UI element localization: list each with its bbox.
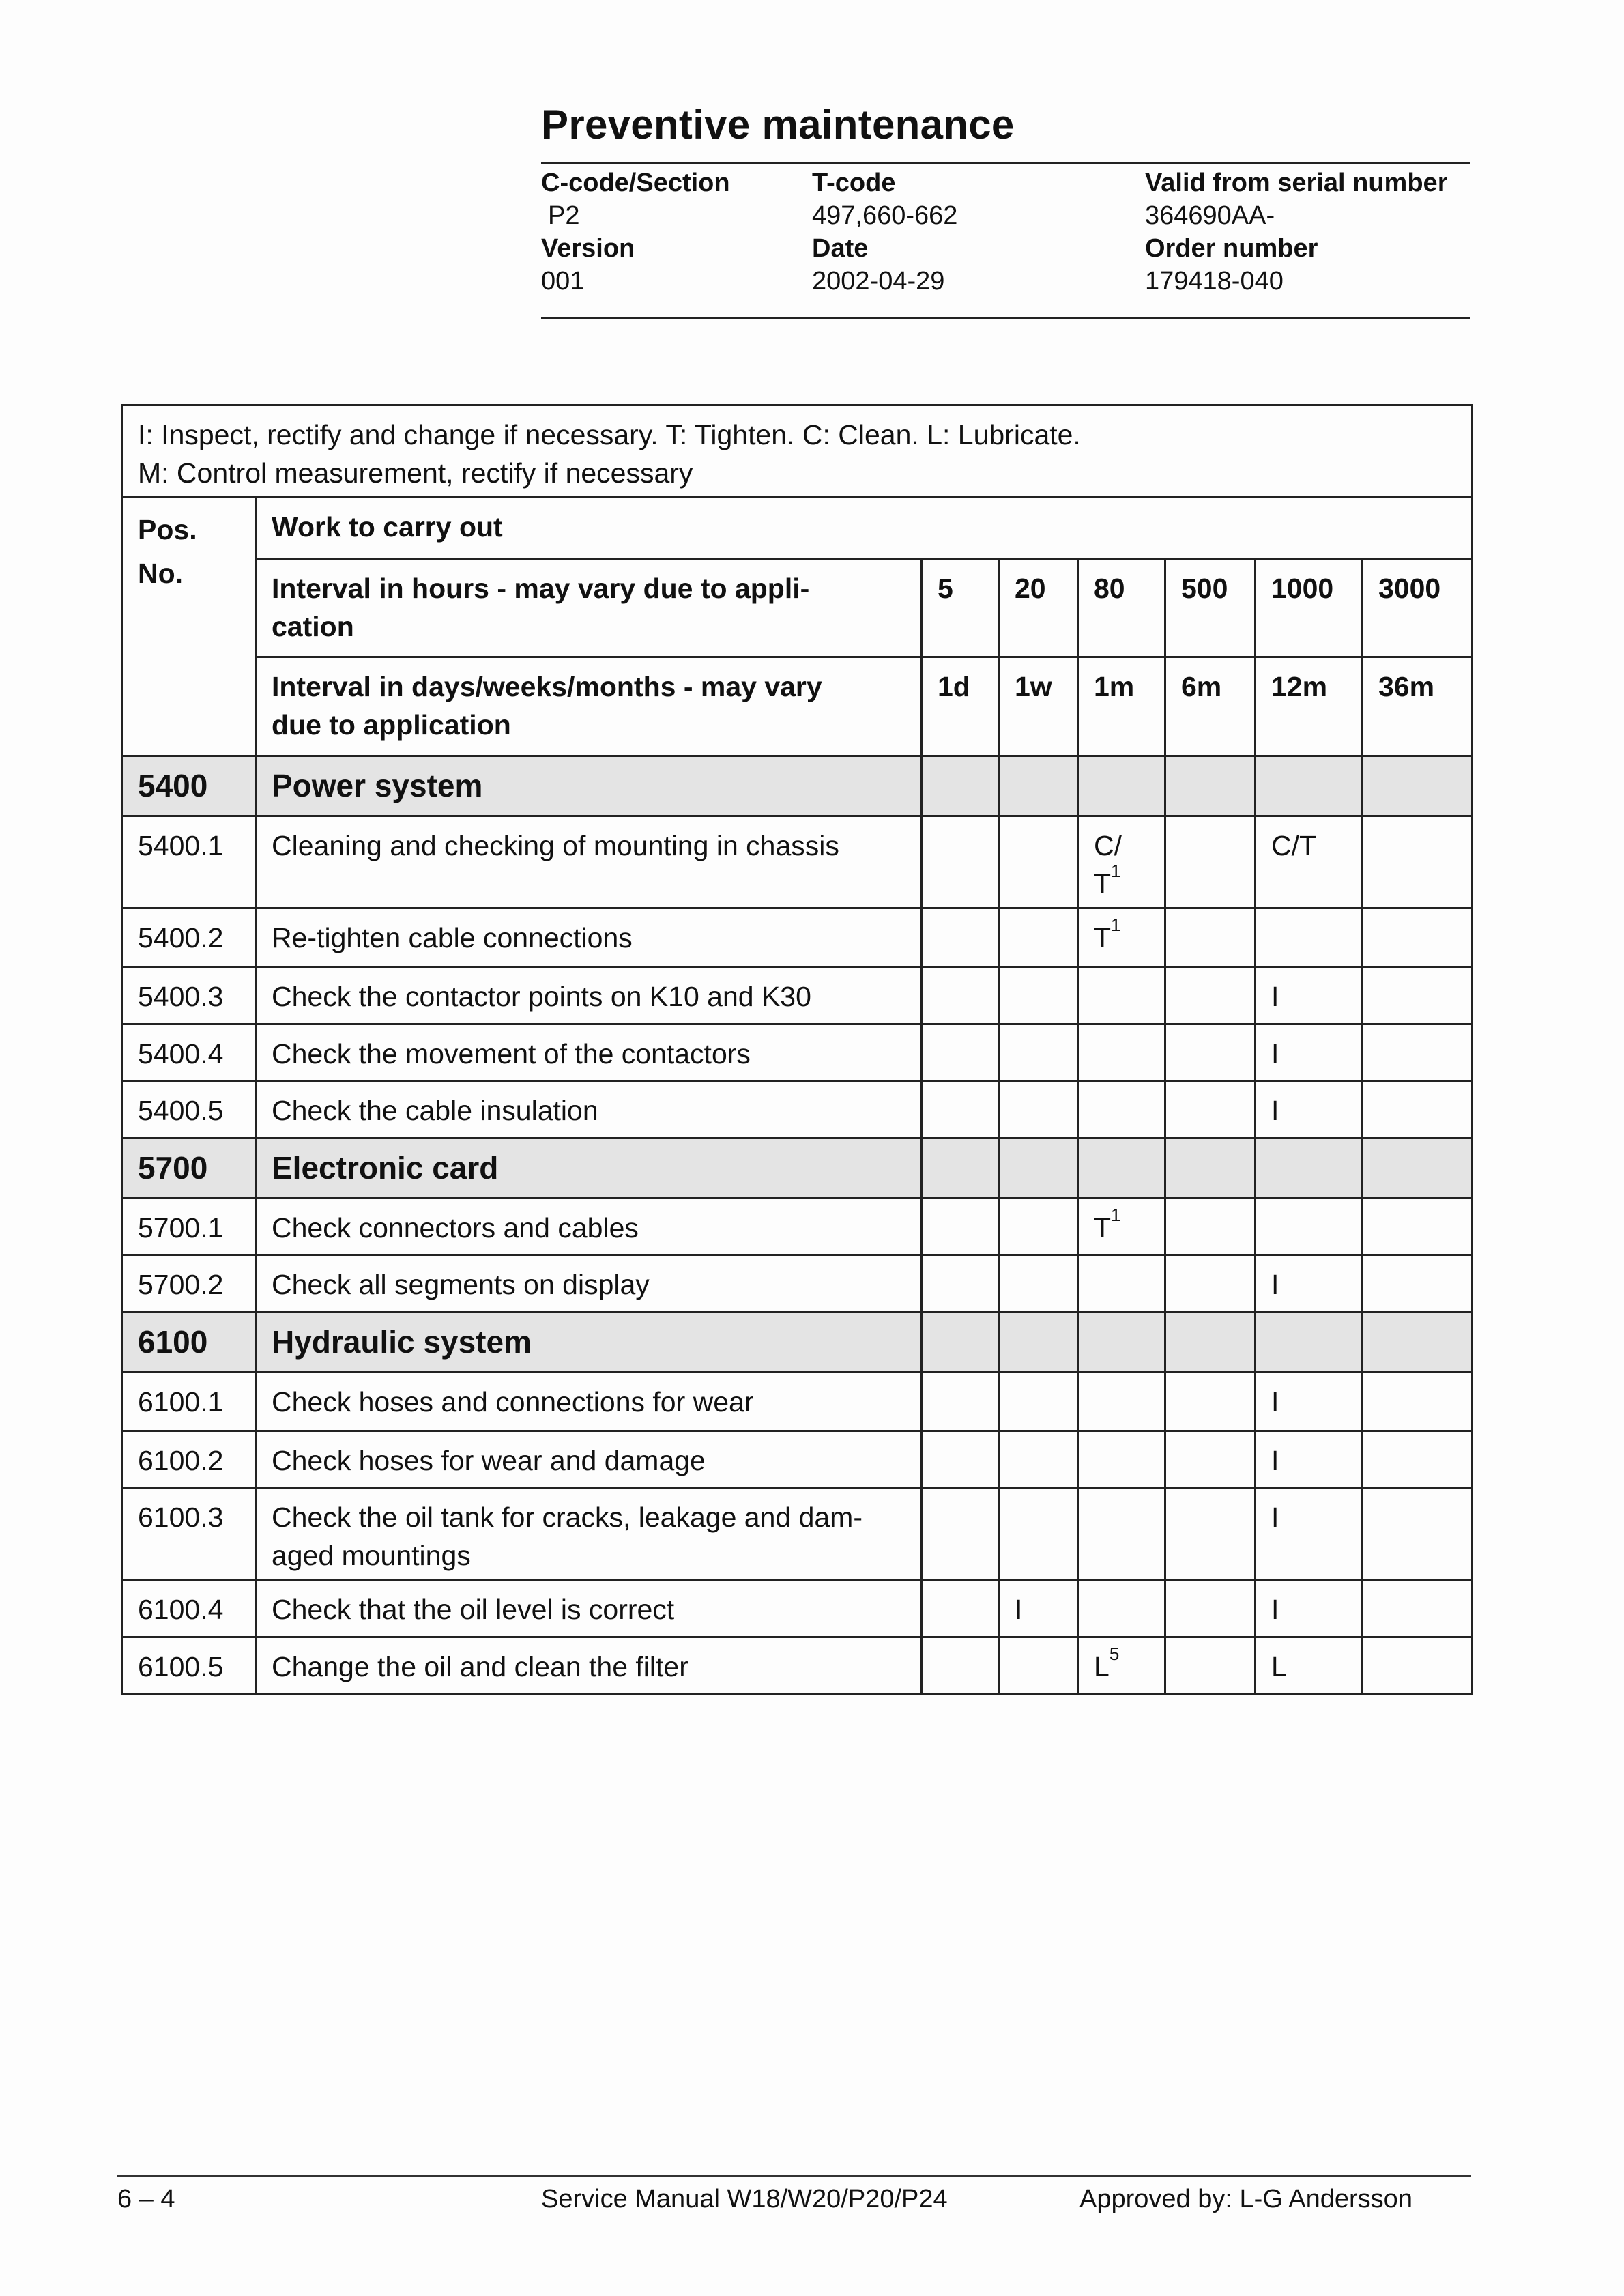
header-row-days (122, 657, 1473, 756)
section-interval-cell (922, 1312, 999, 1373)
interval-days-5: 36m (1363, 657, 1473, 756)
footnote-ref: 1 (1111, 861, 1121, 881)
task-interval-5 (922, 1580, 999, 1637)
task-interval-20: I (999, 1580, 1078, 1637)
task-interval-1000: I (1256, 1488, 1363, 1580)
section-interval-cell (999, 756, 1078, 816)
task-interval-5 (922, 967, 999, 1024)
section-interval-cell (1165, 1312, 1256, 1373)
header-divider-bottom (541, 317, 1470, 319)
task-interval-500 (1165, 908, 1256, 967)
footnote-ref: 5 (1109, 1644, 1120, 1664)
section-row (122, 1312, 1473, 1373)
section-title: Electronic card (272, 1150, 499, 1186)
task-interval-20 (999, 967, 1078, 1024)
task-work: Check hoses and connections for wear (256, 1373, 922, 1431)
task-interval-5 (922, 1024, 999, 1081)
task-work: Change the oil and clean the filter (256, 1637, 922, 1695)
task-work: Re-tighten cable connections (256, 908, 922, 967)
section-pos: 6100 (138, 1324, 208, 1360)
task-interval-5 (922, 1081, 999, 1138)
task-interval-1000: I (1256, 967, 1363, 1024)
task-interval-500 (1165, 1580, 1256, 1637)
interval-days-4: 12m (1256, 657, 1363, 756)
date-value: 2002-04-29 (812, 267, 945, 296)
footer-manual-title: Service Manual W18/W20/P20/P24 (541, 2185, 948, 2213)
task-interval-500 (1165, 816, 1256, 908)
interval-days-2: 1m (1078, 657, 1165, 756)
serial-label: Valid from serial number (1145, 169, 1448, 197)
task-interval-80 (1078, 1488, 1165, 1580)
task-interval-3000 (1363, 1488, 1473, 1580)
task-interval-80 (1078, 1255, 1165, 1312)
task-interval-3000 (1363, 1373, 1473, 1431)
header-row-hours (122, 559, 1473, 657)
task-interval-5 (922, 1255, 999, 1312)
task-work: Check hoses for wear and damage (256, 1431, 922, 1488)
task-row (122, 967, 1473, 1024)
ccode-value: P2 (548, 201, 580, 230)
task-row (122, 1580, 1473, 1637)
task-pos: 6100.1 (122, 1373, 256, 1431)
task-interval-80: $T^1$ (1078, 908, 1165, 967)
interval-hours-3: 500 (1165, 559, 1256, 657)
section-interval-cell (1165, 756, 1256, 816)
task-interval-80 (1078, 1580, 1165, 1637)
task-pos: 5400.5 (122, 1081, 256, 1138)
section-interval-cell (1256, 1138, 1363, 1199)
task-work: Check the contactor points on K10 and K30 (256, 967, 922, 1024)
task-interval-20 (999, 1431, 1078, 1488)
pos-no-header (122, 498, 256, 756)
task-row (122, 1081, 1473, 1138)
task-interval-20 (999, 1024, 1078, 1081)
task-interval-3000 (1363, 1199, 1473, 1255)
tcode-value: 497,660-662 (812, 201, 958, 230)
task-interval-500 (1165, 967, 1256, 1024)
task-interval-500 (1165, 1081, 1256, 1138)
task-interval-20 (999, 1255, 1078, 1312)
task-work: Check all segments on display (256, 1255, 922, 1312)
section-interval-cell (999, 1138, 1078, 1199)
task-interval-500 (1165, 1255, 1256, 1312)
task-row (122, 1637, 1473, 1695)
task-interval-3000 (1363, 967, 1473, 1024)
version-label: Version (541, 234, 635, 263)
task-interval-500 (1165, 1431, 1256, 1488)
task-work: Check connectors and cables (256, 1199, 922, 1255)
task-pos: 5700.2 (122, 1255, 256, 1312)
task-pos: 5400.3 (122, 967, 256, 1024)
pos-header-text: Pos. No. (138, 514, 197, 589)
task-interval-500 (1165, 1024, 1256, 1081)
task-interval-80 (1078, 1081, 1165, 1138)
hours-interval-label: Interval in hours - may vary due to appli- cation (256, 559, 922, 657)
task-row (122, 1431, 1473, 1488)
version-value: 001 (541, 267, 585, 296)
footnote-ref: 1 (1111, 1205, 1121, 1225)
section-title: Power system (272, 768, 483, 803)
task-interval-5 (922, 1373, 999, 1431)
task-interval-1000 (1256, 908, 1363, 967)
task-pos: 6100.2 (122, 1431, 256, 1488)
task-work: Check that the oil level is correct (256, 1580, 922, 1637)
interval-days-0: 1d (922, 657, 999, 756)
section-pos: 5700 (138, 1150, 208, 1186)
task-interval-80 (1078, 1373, 1165, 1431)
task-interval-80: C/ $T^1$ (1078, 816, 1165, 908)
interval-hours-2: 80 (1078, 559, 1165, 657)
task-pos: 5400.1 (122, 816, 256, 908)
task-interval-20 (999, 1199, 1078, 1255)
work-header: Work to carry out (256, 498, 1473, 559)
section-pos-cell (122, 1138, 256, 1199)
task-interval-1000: I (1256, 1255, 1363, 1312)
task-interval-5 (922, 1488, 999, 1580)
task-pos: 6100.5 (122, 1637, 256, 1695)
section-interval-cell (1363, 1312, 1473, 1373)
maintenance-table (121, 404, 1473, 1695)
task-interval-20 (999, 816, 1078, 908)
task-interval-20 (999, 1373, 1078, 1431)
header-divider-top (541, 162, 1470, 164)
interval-days-1: 1w (999, 657, 1078, 756)
date-label: Date (812, 234, 869, 263)
task-pos: 6100.4 (122, 1580, 256, 1637)
task-interval-80 (1078, 1431, 1165, 1488)
task-row (122, 816, 1473, 908)
task-row (122, 1024, 1473, 1081)
section-interval-cell (922, 756, 999, 816)
footer-divider (117, 2175, 1471, 2177)
task-interval-5 (922, 908, 999, 967)
task-interval-3000 (1363, 1081, 1473, 1138)
section-title: Hydraulic system (272, 1324, 532, 1360)
section-pos-cell (122, 1312, 256, 1373)
task-interval-1000: I (1256, 1024, 1363, 1081)
section-pos-cell (122, 756, 256, 816)
section-interval-cell (1165, 1138, 1256, 1199)
task-interval-20 (999, 1488, 1078, 1580)
task-interval-3000 (1363, 1431, 1473, 1488)
task-interval-80: $L^5$ (1078, 1637, 1165, 1695)
task-work: Cleaning and checking of mounting in chassis (256, 816, 922, 908)
task-pos: 5700.1 (122, 1199, 256, 1255)
order-label: Order number (1145, 234, 1318, 263)
section-title-cell (256, 1138, 922, 1199)
legend-line-2: M: Control measurement, rectify if necessary (138, 457, 693, 489)
task-interval-80 (1078, 1024, 1165, 1081)
task-interval-80: $T^1$ (1078, 1199, 1165, 1255)
legend-line-1: I: Inspect, rectify and change if necessary. T: Tighten. C: Clean. L: Lubricate. (138, 419, 1081, 450)
task-interval-3000 (1363, 908, 1473, 967)
task-row (122, 1255, 1473, 1312)
task-interval-1000 (1256, 1199, 1363, 1255)
section-pos: 5400 (138, 768, 208, 803)
section-interval-cell (1256, 756, 1363, 816)
task-interval-1000: L (1256, 1637, 1363, 1695)
section-row (122, 1138, 1473, 1199)
task-interval-500 (1165, 1199, 1256, 1255)
task-interval-500 (1165, 1637, 1256, 1695)
task-interval-1000: C/T (1256, 816, 1363, 908)
task-interval-5 (922, 1199, 999, 1255)
task-interval-3000 (1363, 816, 1473, 908)
section-interval-cell (1078, 1312, 1165, 1373)
task-interval-5 (922, 1637, 999, 1695)
task-pos: 6100.3 (122, 1488, 256, 1580)
serial-value: 364690AA- (1145, 201, 1275, 230)
task-interval-1000: I (1256, 1081, 1363, 1138)
task-pos: 5400.2 (122, 908, 256, 967)
order-value: 179418-040 (1145, 267, 1284, 296)
section-interval-cell (922, 1138, 999, 1199)
task-row (122, 1373, 1473, 1431)
section-interval-cell (1363, 1138, 1473, 1199)
task-interval-3000 (1363, 1637, 1473, 1695)
interval-hours-1: 20 (999, 559, 1078, 657)
section-interval-cell (1256, 1312, 1363, 1373)
task-work: Check the cable insulation (256, 1081, 922, 1138)
interval-hours-5: 3000 (1363, 559, 1473, 657)
section-row (122, 756, 1473, 816)
section-interval-cell (1078, 1138, 1165, 1199)
task-interval-1000: I (1256, 1373, 1363, 1431)
section-interval-cell (999, 1312, 1078, 1373)
task-interval-3000 (1363, 1255, 1473, 1312)
task-work: Check the oil tank for cracks, leakage and dam- aged mountings (256, 1488, 922, 1580)
task-interval-20 (999, 1637, 1078, 1695)
task-interval-20 (999, 1081, 1078, 1138)
footer-page-number: 6 – 4 (117, 2185, 175, 2213)
legend-row (122, 405, 1473, 498)
task-row (122, 1199, 1473, 1255)
footer-approved-by: Approved by: L-G Andersson (1079, 2185, 1412, 2213)
interval-days-3: 6m (1165, 657, 1256, 756)
interval-hours-0: 5 (922, 559, 999, 657)
task-interval-20 (999, 908, 1078, 967)
task-interval-1000: I (1256, 1580, 1363, 1637)
task-interval-3000 (1363, 1580, 1473, 1637)
interval-hours-4: 1000 (1256, 559, 1363, 657)
tcode-label: T-code (812, 169, 896, 197)
ccode-label: C-code/Section (541, 169, 730, 197)
page-title: Preventive maintenance (541, 102, 1015, 147)
task-pos: 5400.4 (122, 1024, 256, 1081)
task-interval-80 (1078, 967, 1165, 1024)
section-interval-cell (1363, 756, 1473, 816)
section-interval-cell (1078, 756, 1165, 816)
task-row (122, 1488, 1473, 1580)
task-interval-1000: I (1256, 1431, 1363, 1488)
task-interval-500 (1165, 1373, 1256, 1431)
days-interval-label: Interval in days/weeks/months - may vary due to application (256, 657, 922, 756)
header-row-work (122, 498, 1473, 559)
legend-cell (122, 405, 1473, 498)
task-interval-5 (922, 1431, 999, 1488)
task-interval-5 (922, 816, 999, 908)
section-title-cell (256, 1312, 922, 1373)
task-interval-500 (1165, 1488, 1256, 1580)
task-interval-3000 (1363, 1024, 1473, 1081)
task-work: Check the movement of the contactors (256, 1024, 922, 1081)
section-title-cell (256, 756, 922, 816)
task-row (122, 908, 1473, 967)
footnote-ref: 1 (1111, 915, 1121, 935)
